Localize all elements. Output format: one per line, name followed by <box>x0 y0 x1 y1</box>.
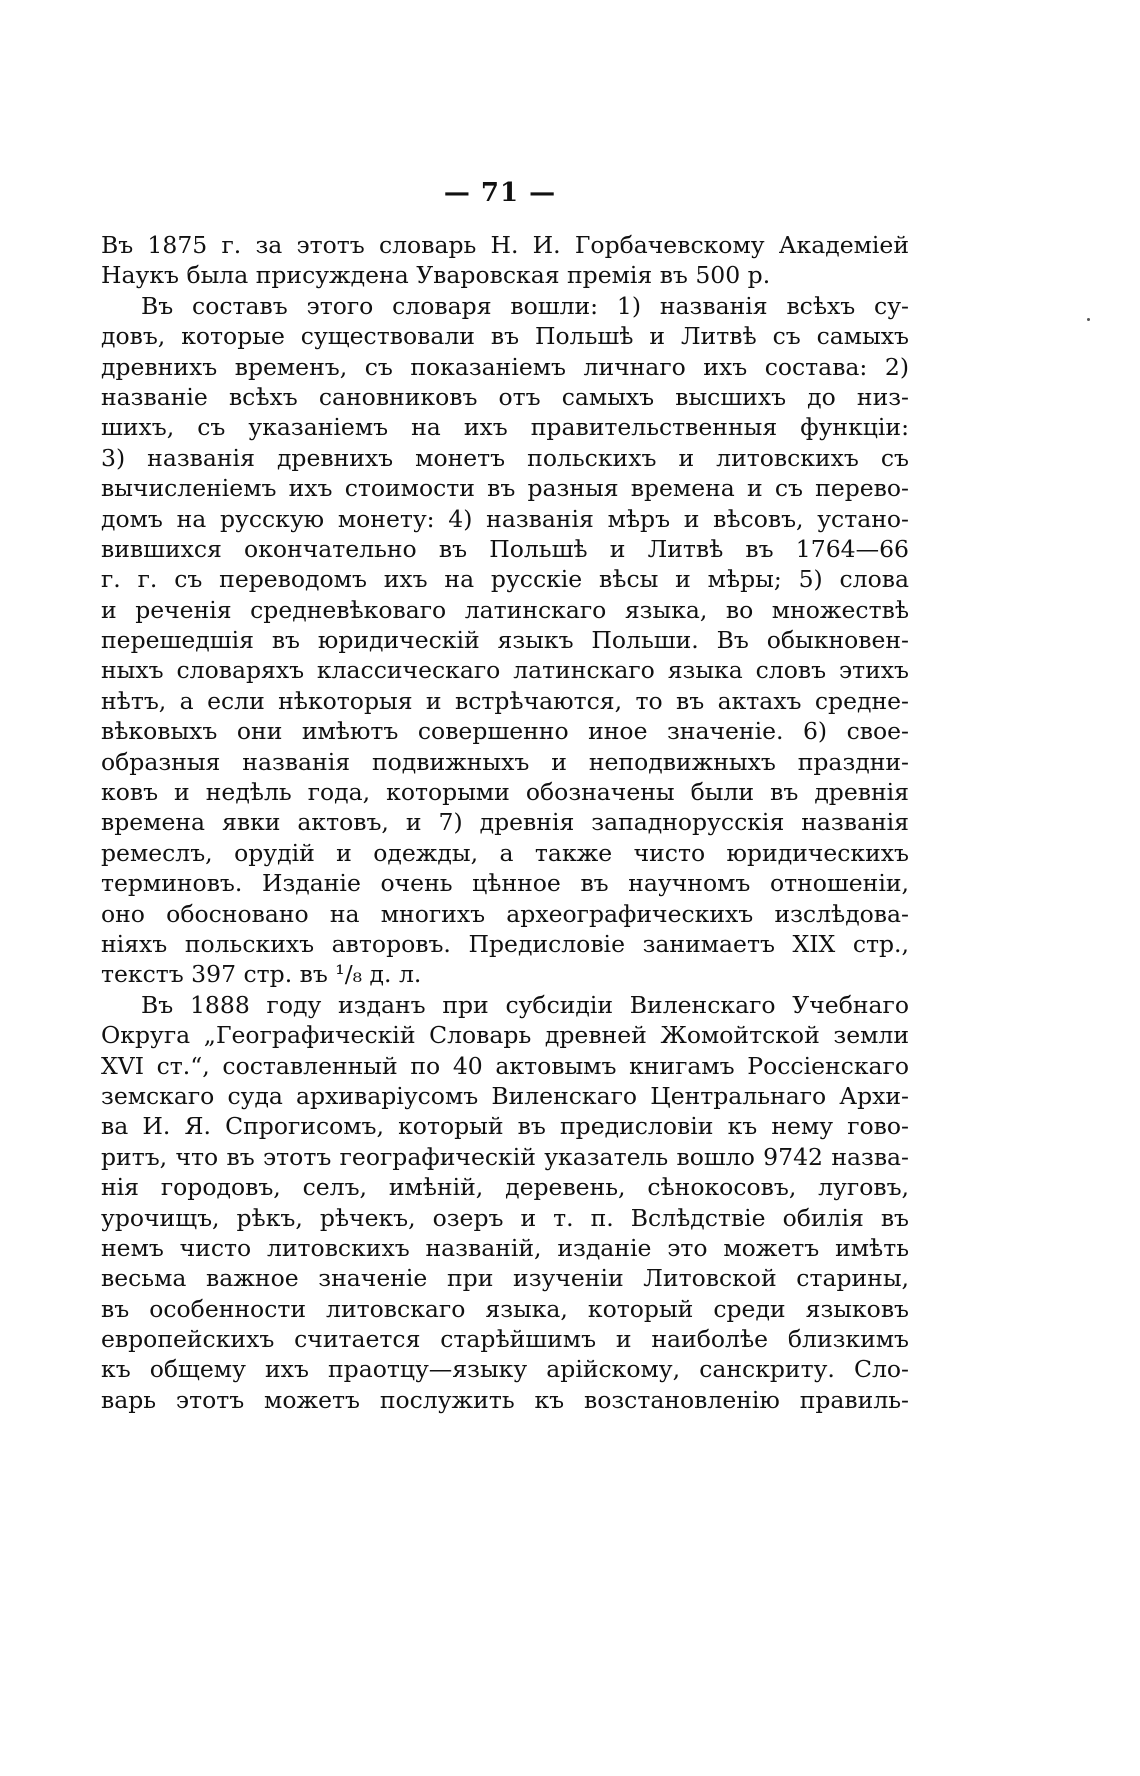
text-line: нѣтъ, а если нѣкоторыя и встрѣчаются, то въ актахъ средне- <box>101 686 909 715</box>
text-line: г. г. съ переводомъ ихъ на русскiе вѣсы и мѣры; 5) слова <box>101 565 909 594</box>
text-line: европейскихъ считается старѣйшимъ и наиболѣе близкимъ <box>101 1325 909 1354</box>
text-line: въ особенности литовскаго языка, который среди языковъ <box>101 1294 909 1323</box>
text-line: весьма важное значенiе при изученiи Литовской старины, <box>101 1264 909 1293</box>
text-line: образныя названiя подвижныхъ и неподвижныхъ праздни- <box>101 747 909 776</box>
text-line: ковъ и недѣль года, которыми обозначены были въ древнiя <box>101 778 909 807</box>
page-number: — 71 — <box>443 178 557 208</box>
text-line: и реченiя средневѣковаго латинскаго языка, во множествѣ <box>101 595 909 624</box>
text-line: Въ 1875 г. за этотъ словарь Н. И. Горбачевскому Академiей <box>101 231 909 259</box>
text-line: Въ составъ этого словаря вошли: 1) названiя всѣхъ су- <box>141 291 909 320</box>
text-line: ныхъ словаряхъ классическаго латинскаго языка словъ этихъ <box>101 656 909 685</box>
body-text <box>101 230 909 1415</box>
text-line: терминовъ. Изданiе очень цѣнное въ научномъ отношенiи, <box>101 869 909 898</box>
text-line: немъ чисто литовскихъ названiй, изданiе это можетъ имѣть <box>101 1233 909 1262</box>
text-line: перешедшiя въ юридическiй языкъ Польши. Въ обыкновен- <box>101 626 909 655</box>
text-line: текстъ 397 стр. въ ¹/₈ д. л. <box>101 960 422 989</box>
text-line: къ общему ихъ праотцу—языку арiйскому, санскриту. Сло- <box>101 1355 909 1384</box>
text-line: 3) названiя древнихъ монетъ польскихъ и литовскихъ съ <box>101 443 909 472</box>
text-line: варь этотъ можетъ послужить къ возстановленiю правиль- <box>101 1385 909 1414</box>
text-line: земскаго суда архиварiусомъ Виленскаго Центральнаго Архи- <box>101 1081 909 1110</box>
text-line: Округа „Географическiй Словарь древней Жомойтской земли <box>101 1021 909 1050</box>
text-line: вѣковыхъ они имѣютъ совершенно иное значенiе. 6) свое- <box>101 717 909 746</box>
text-line: ремеслъ, орудiй и одежды, а также чисто юридическихъ <box>101 838 909 867</box>
text-line: названiе всѣхъ сановниковъ отъ самыхъ высшихъ до низ- <box>101 382 909 411</box>
text-line: домъ на русскую монету: 4) названiя мѣръ и вѣсовъ, устано- <box>101 504 909 533</box>
scan-speck <box>1087 318 1090 321</box>
text-line: нiяхъ польскихъ авторовъ. Предисловiе занимаетъ XIX стр., <box>101 929 909 958</box>
text-line: древнихъ временъ, съ показанiемъ личнаго ихъ состава: 2) <box>101 352 909 381</box>
text-line: урочищъ, рѣкъ, рѣчекъ, озеръ и т. п. Вслѣдствiе обилiя въ <box>101 1203 909 1232</box>
text-line: довъ, которые существовали въ Польшѣ и Литвѣ съ самыхъ <box>101 322 909 351</box>
text-line: времена явки актовъ, и 7) древнiя западнорусскiя названiя <box>101 808 909 837</box>
text-line: XVI ст.“, составленный по 40 актовымъ книгамъ Россiенскаго <box>101 1051 909 1080</box>
text-line: оно обосновано на многихъ археографическихъ изслѣдова- <box>101 899 909 928</box>
text-line: Наукъ была присуждена Уваровская премiя въ 500 р. <box>101 261 771 290</box>
text-line: нiя городовъ, селъ, имѣнiй, деревень, сѣнокосовъ, луговъ, <box>101 1173 909 1202</box>
text-line: шихъ, съ указанiемъ на ихъ правительственныя функцiи: <box>101 413 909 442</box>
text-line: Въ 1888 году изданъ при субсидiи Виленскаго Учебнаго <box>141 990 909 1019</box>
text-line: ва И. Я. Спрогисомъ, который въ предисловiи къ нему гово- <box>101 1112 909 1141</box>
text-line: вычисленiемъ ихъ стоимости въ разныя времена и съ перево- <box>101 474 909 503</box>
text-line: ритъ, что въ этотъ географическiй указатель вошло 9742 назва- <box>101 1142 909 1171</box>
text-line: вившихся окончательно въ Польшѣ и Литвѣ въ 1764—66 <box>101 534 909 563</box>
